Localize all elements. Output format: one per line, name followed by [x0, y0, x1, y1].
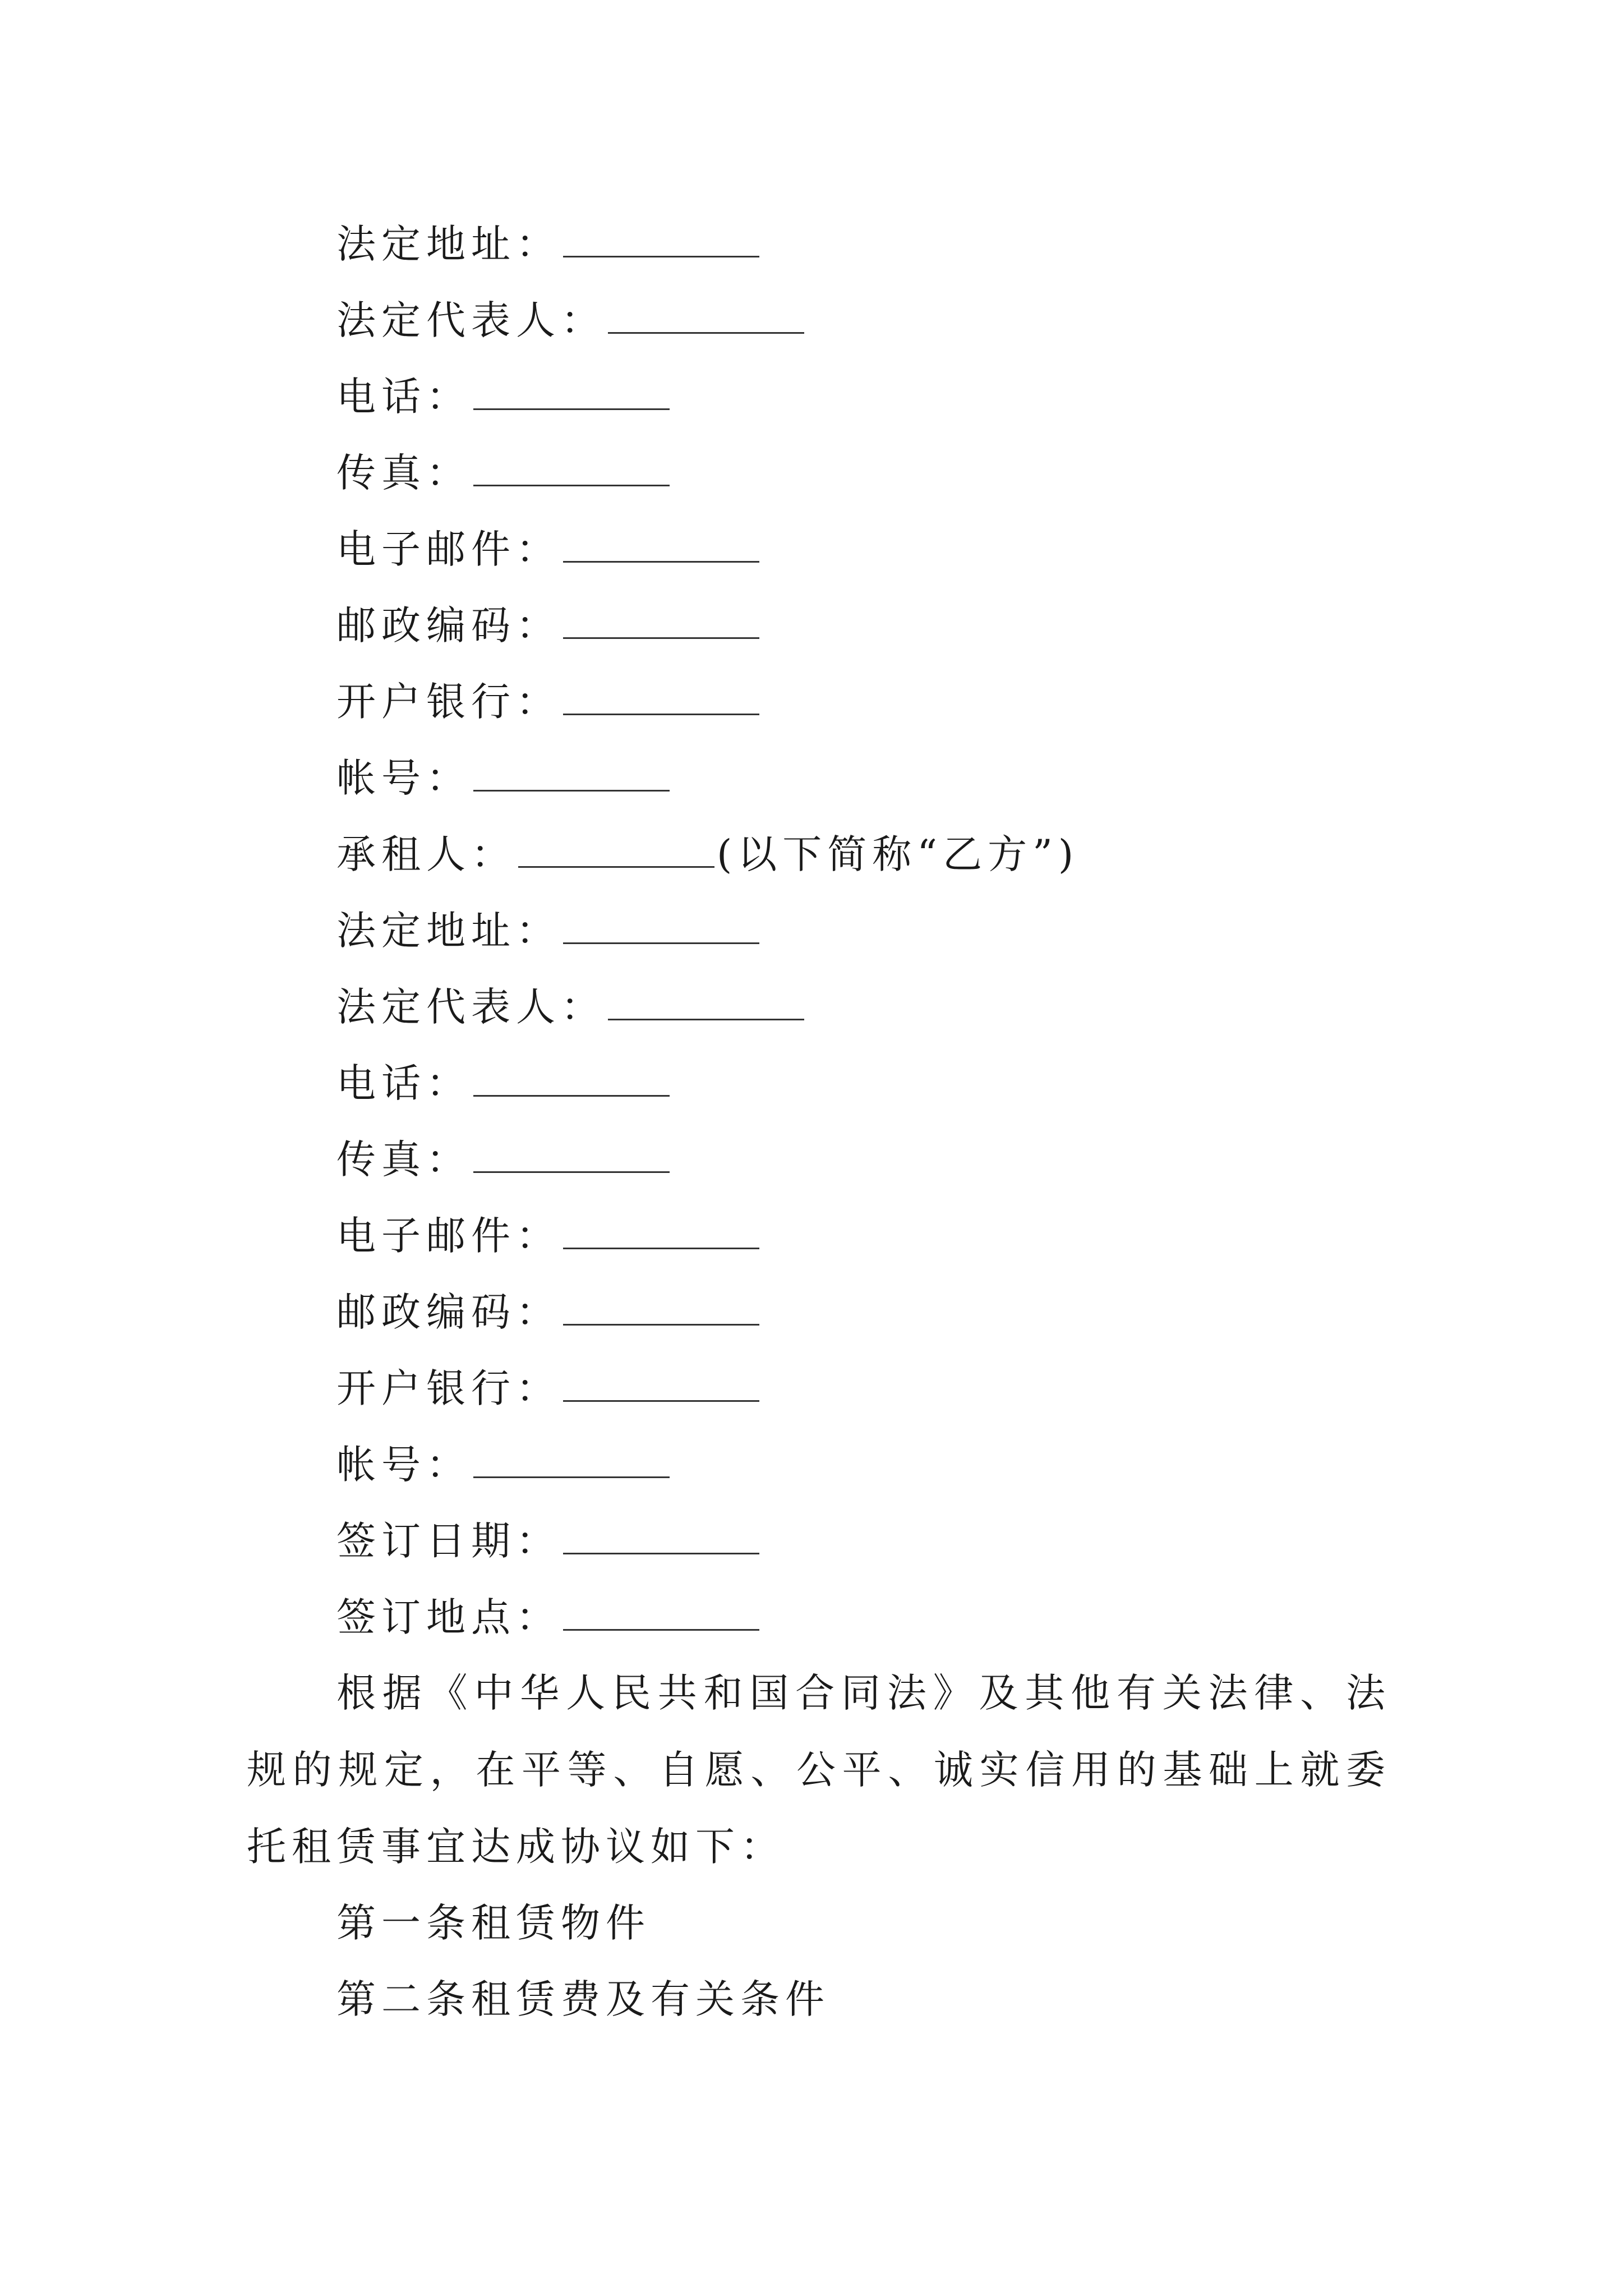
- field-label: 签订日期：: [336, 1518, 561, 1564]
- fill-in-blank: [563, 1365, 759, 1402]
- field-label: 开户银行：: [336, 1365, 561, 1411]
- fill-in-blank: [563, 1289, 759, 1326]
- intro-paragraph: 根据《中华人民共和国合同法》及其他有关法律、法规的规定，在平等、自愿、公平、诚实信用的基础上就委托租赁事宜达成协议如下：: [247, 1670, 1391, 1870]
- lessee-field: [336, 826, 1079, 882]
- article-heading: 第一条租赁物件: [336, 1900, 651, 1946]
- fill-in-blank: [473, 1442, 670, 1478]
- fill-in-blank: [563, 526, 759, 563]
- fill-in-blank: [563, 1518, 759, 1554]
- fill-in-blank: [473, 450, 670, 486]
- lessee-legal-address-field: [336, 903, 762, 959]
- signing-date-field: [336, 1513, 762, 1569]
- lessor-email-field: [336, 521, 762, 577]
- fill-in-blank: [563, 679, 759, 715]
- field-label: 法定地址：: [336, 908, 561, 954]
- field-label: 法定地址：: [336, 221, 561, 267]
- lessee-account-field: [336, 1437, 672, 1493]
- fill-in-blank: [608, 984, 804, 1020]
- field-label: 传真：: [336, 1137, 471, 1182]
- field-label: 电子邮件：: [336, 526, 561, 572]
- field-label: 邮政编码：: [336, 1289, 561, 1335]
- lessor-bank-field: [336, 674, 762, 730]
- fill-in-blank: [563, 908, 759, 944]
- lessor-fax-field: [336, 445, 672, 501]
- fill-in-blank: [563, 221, 759, 257]
- lessor-legal-address-field: [336, 216, 762, 272]
- fill-in-blank: [518, 831, 714, 868]
- field-label: 电话：: [336, 374, 471, 420]
- signing-place-field: [336, 1589, 762, 1645]
- field-label: 帐号：: [336, 1442, 471, 1488]
- lessor-legal-representative-field: [336, 292, 806, 348]
- field-label: 传真：: [336, 450, 471, 496]
- lessee-postal-code-field: [336, 1284, 762, 1340]
- field-label: 承租人：: [336, 831, 516, 877]
- field-label: 帐号：: [336, 755, 471, 801]
- field-label: 签订地点：: [336, 1594, 561, 1640]
- field-label: 电子邮件：: [336, 1213, 561, 1259]
- fill-in-blank: [563, 602, 759, 639]
- lessee-legal-representative-field: [336, 979, 806, 1035]
- field-label: 法定代表人：: [336, 297, 606, 343]
- field-label: 电话：: [336, 1060, 471, 1106]
- field-label: 开户银行：: [336, 679, 561, 725]
- fill-in-blank: [473, 1137, 670, 1173]
- lessee-bank-field: [336, 1360, 762, 1416]
- fill-in-blank: [473, 755, 670, 792]
- lessee-email-field: [336, 1208, 762, 1264]
- fill-in-blank: [608, 297, 804, 334]
- fill-in-blank: [563, 1594, 759, 1631]
- field-suffix: (以下简称“乙方”): [717, 831, 1080, 877]
- fill-in-blank: [563, 1213, 759, 1249]
- fill-in-blank: [473, 1060, 670, 1097]
- lessee-phone-field: [336, 1055, 672, 1111]
- article-heading: 第二条租赁费及有关条件: [336, 1976, 830, 2022]
- lessee-fax-field: [336, 1131, 672, 1188]
- fill-in-blank: [473, 374, 670, 410]
- field-label: 邮政编码：: [336, 602, 561, 648]
- lessor-account-field: [336, 750, 672, 806]
- field-label: 法定代表人：: [336, 984, 606, 1030]
- lessor-phone-field: [336, 369, 672, 425]
- lessor-postal-code-field: [336, 597, 762, 654]
